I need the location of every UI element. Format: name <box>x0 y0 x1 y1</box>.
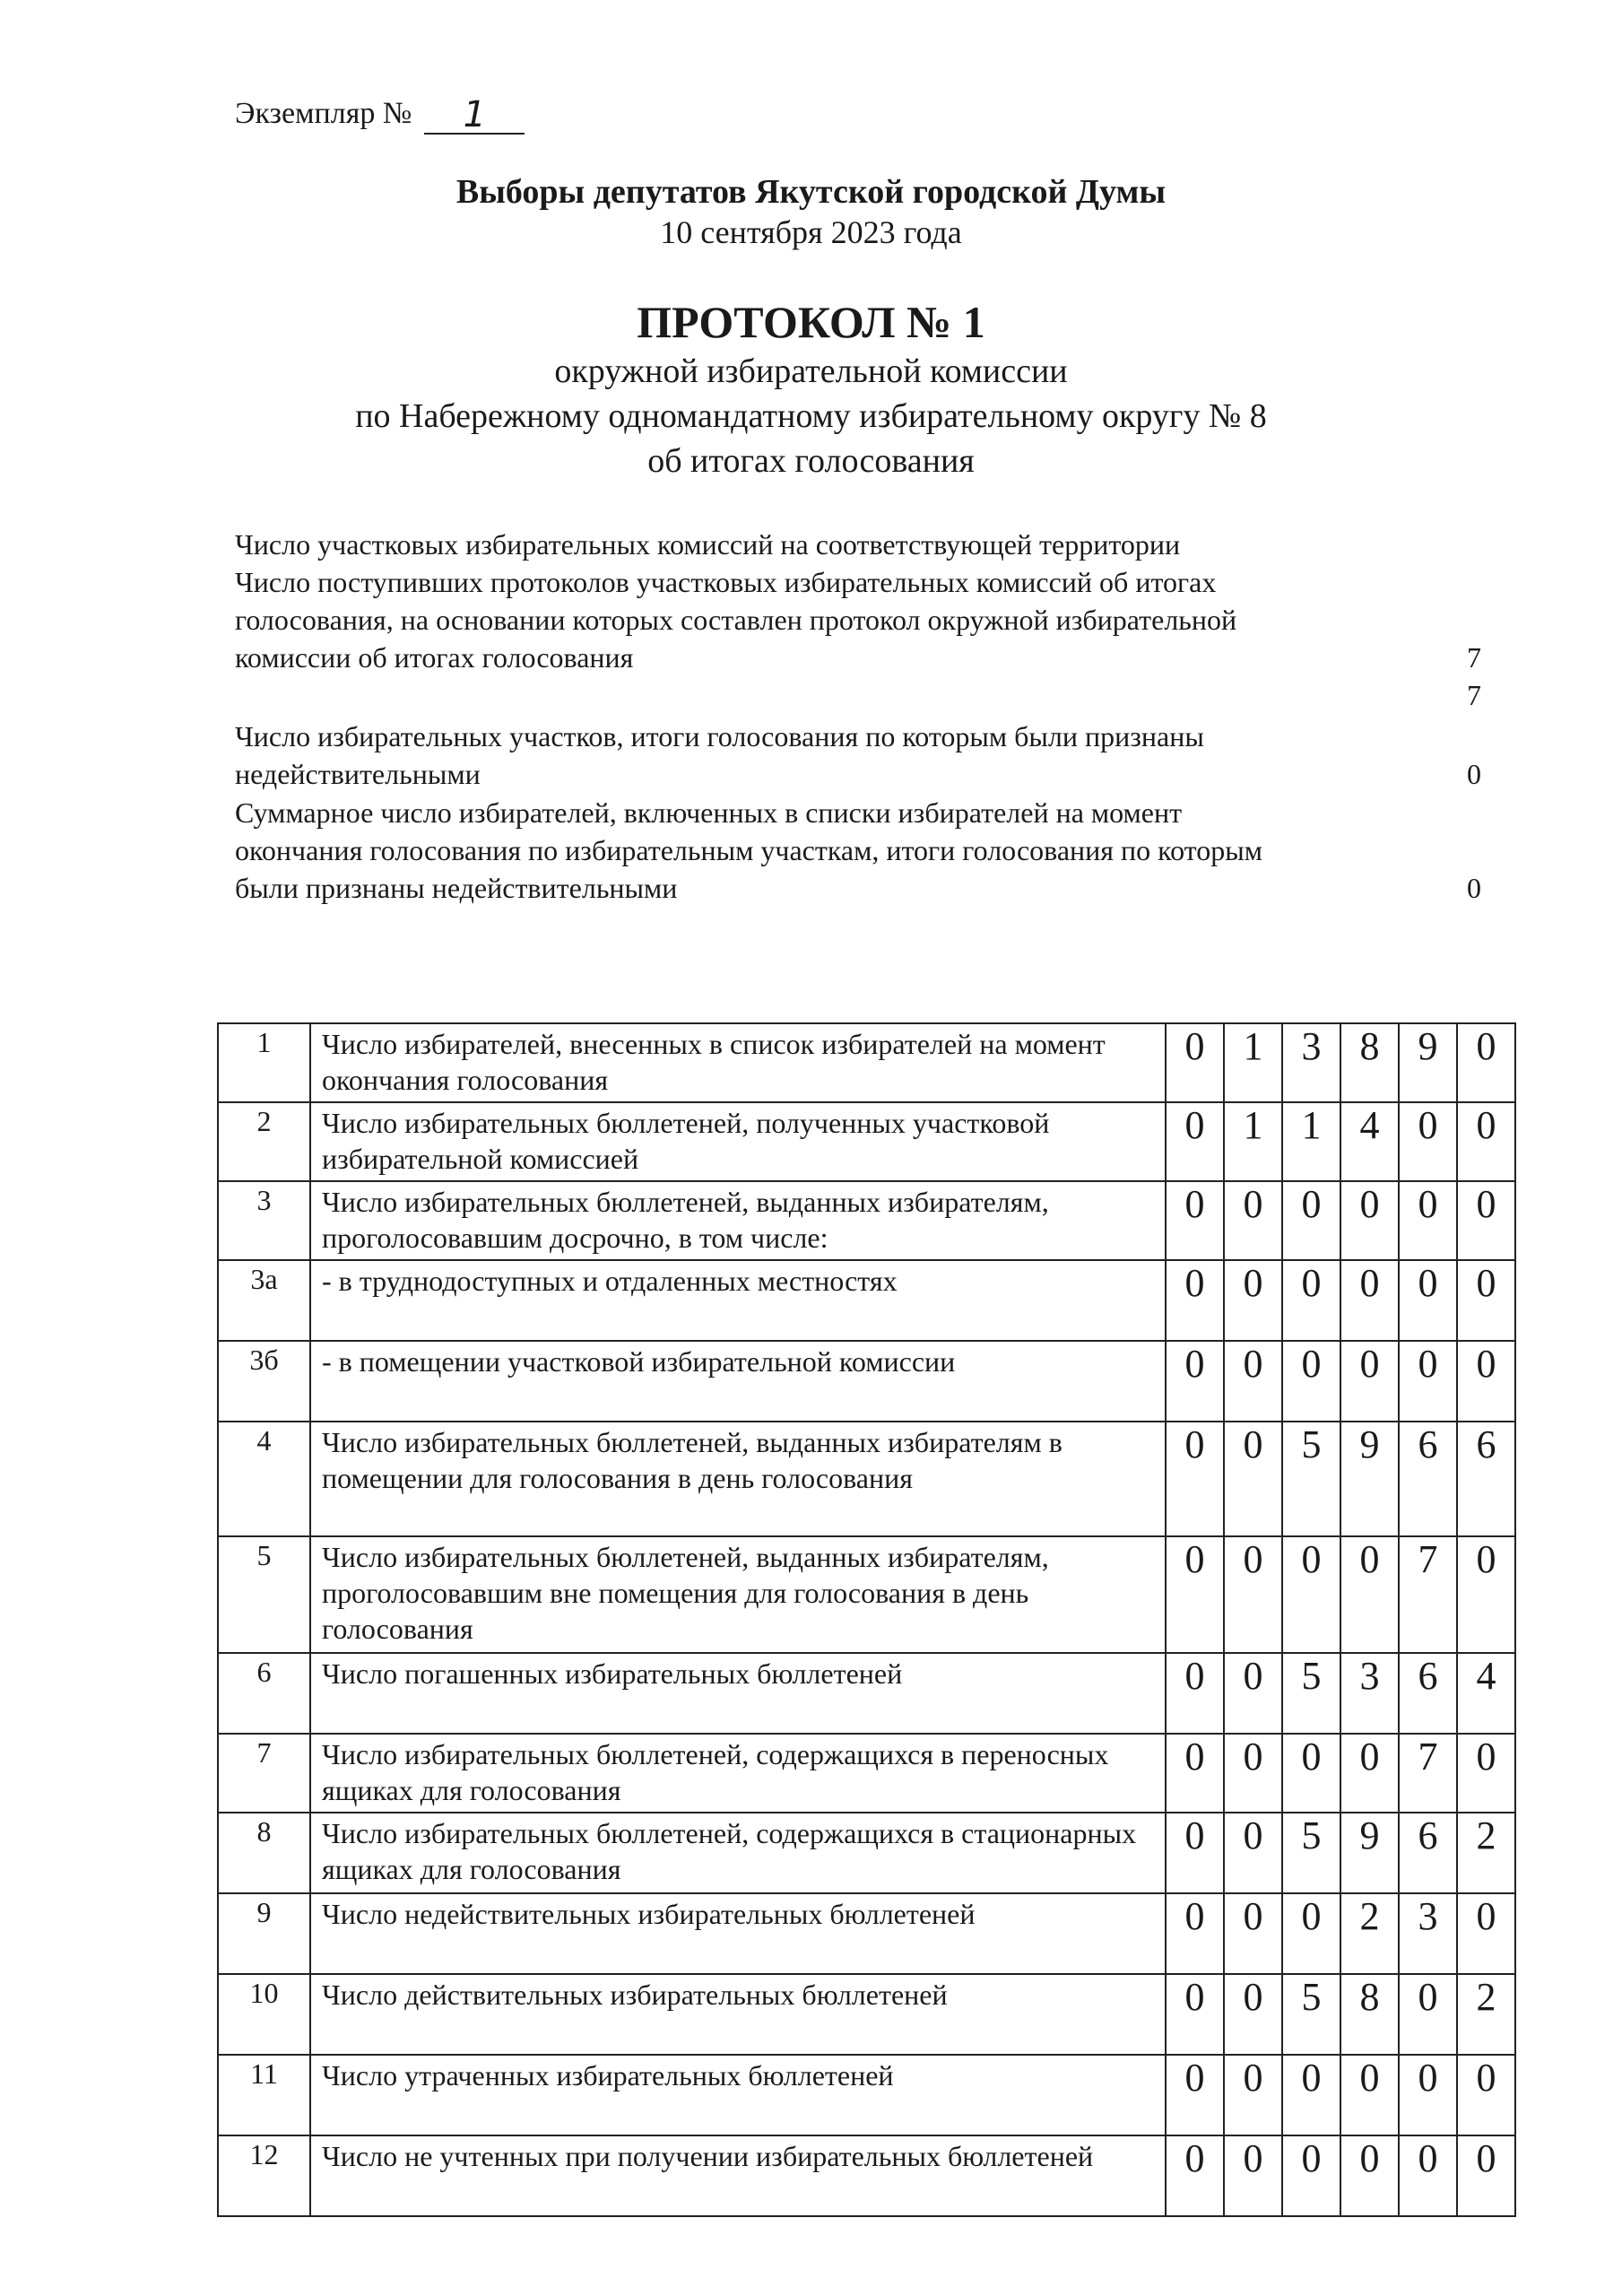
info-label: окончания голосования по избирательным участкам, итоги голосования по которым <box>235 834 1262 866</box>
info-label: Число участковых избирательных комиссий на соответствующей территории <box>235 528 1181 561</box>
digit-cell: 0 <box>1457 1734 1515 1813</box>
digit-cell: 1 <box>1224 1023 1282 1102</box>
digit-cell: 9 <box>1399 1023 1457 1102</box>
digit-cell: 0 <box>1166 1422 1224 1536</box>
digit-cell: 2 <box>1340 1893 1399 1974</box>
protocol-title: ПРОТОКОЛ № 1 <box>637 297 985 347</box>
digit-cell: 0 <box>1457 1893 1515 1974</box>
info-invalid-voters <box>235 794 1499 907</box>
elections-title: Выборы депутатов Якутской городской Думы <box>455 173 1167 211</box>
digit-cell: 0 <box>1340 1536 1399 1653</box>
info-commissions-count <box>235 526 1499 563</box>
table-row <box>218 2055 1515 2135</box>
row-number: 11 <box>218 2055 310 2135</box>
digit-cell: 3 <box>1282 1023 1340 1102</box>
digit-cell: 5 <box>1282 1813 1340 1893</box>
digit-cell: 0 <box>1399 2055 1457 2135</box>
digit-cell: 0 <box>1224 1422 1282 1536</box>
row-number: 3 <box>218 1181 310 1260</box>
protocol-subtitle-district: по Набережному одномандатному избирательному округу № 8 <box>355 397 1267 435</box>
digit-cell: 0 <box>1282 2135 1340 2216</box>
digit-cell: 9 <box>1340 1813 1399 1893</box>
digit-cell: 0 <box>1340 1181 1399 1260</box>
protocol-subtitle-commission: окружной избирательной комиссии <box>554 352 1068 390</box>
digit-cell: 0 <box>1282 1893 1340 1974</box>
protocol-results-table <box>217 1022 1516 2217</box>
digit-cell: 0 <box>1399 1102 1457 1181</box>
digit-cell: 0 <box>1166 1341 1224 1422</box>
row-number: 9 <box>218 1893 310 1974</box>
row-description: Число избирательных бюллетеней, содержащихся в переносных ящиках для голосования <box>310 1734 1166 1813</box>
digit-cell: 0 <box>1224 2135 1282 2216</box>
row-description: Число избирательных бюллетеней, выданных избирателям, проголосовавшим вне помещения для голосования в день голосования <box>310 1536 1166 1653</box>
digit-cell: 0 <box>1457 2135 1515 2216</box>
info-invalid-precincts-value: 0 <box>1467 758 1481 790</box>
table-row <box>218 1734 1515 1813</box>
row-description: Число избирательных бюллетеней, полученных участковой избирательной комиссией <box>310 1102 1166 1181</box>
digit-cell: 6 <box>1399 1813 1457 1893</box>
digit-cell: 0 <box>1282 1341 1340 1422</box>
digit-cell: 0 <box>1224 1653 1282 1734</box>
info-label: комиссии об итогах голосования <box>235 641 634 674</box>
digit-cell: 1 <box>1224 1102 1282 1181</box>
digit-cell: 0 <box>1399 1341 1457 1422</box>
info-received-protocols-value: 7 <box>1467 679 1481 711</box>
table-row <box>218 2135 1515 2216</box>
info-invalid-voters-value: 0 <box>1467 872 1481 904</box>
digit-cell: 0 <box>1399 1181 1457 1260</box>
digit-cell: 5 <box>1282 1974 1340 2055</box>
digit-cell: 0 <box>1224 1341 1282 1422</box>
info-label: Суммарное число избирателей, включенных в списки избирателей на момент <box>235 796 1183 829</box>
digit-cell: 0 <box>1224 1734 1282 1813</box>
digit-cell: 0 <box>1224 1260 1282 1341</box>
digit-cell: 0 <box>1166 1023 1224 1102</box>
digit-cell: 0 <box>1166 2135 1224 2216</box>
digit-cell: 0 <box>1399 2135 1457 2216</box>
digit-cell: 6 <box>1457 1422 1515 1536</box>
digit-cell: 0 <box>1457 1023 1515 1102</box>
digit-cell: 0 <box>1340 1260 1399 1341</box>
digit-cell: 5 <box>1282 1422 1340 1536</box>
table-row <box>218 1181 1515 1260</box>
digit-cell: 3 <box>1399 1893 1457 1974</box>
digit-cell: 0 <box>1166 1181 1224 1260</box>
digit-cell: 4 <box>1457 1653 1515 1734</box>
digit-cell: 0 <box>1282 1181 1340 1260</box>
table-row <box>218 1536 1515 1653</box>
digit-cell: 0 <box>1224 1974 1282 2055</box>
digit-cell: 0 <box>1166 1734 1224 1813</box>
digit-cell: 0 <box>1166 1893 1224 1974</box>
digit-cell: 0 <box>1166 1974 1224 2055</box>
digit-cell: 0 <box>1224 1181 1282 1260</box>
info-commissions-count-value: 7 <box>1467 641 1481 674</box>
digit-cell: 0 <box>1224 1813 1282 1893</box>
row-number: 12 <box>218 2135 310 2216</box>
info-label: Число избирательных участков, итоги голосования по которым были признаны <box>235 720 1204 752</box>
digit-cell: 2 <box>1457 1974 1515 2055</box>
table-row <box>218 1260 1515 1341</box>
row-description: - в труднодоступных и отдаленных местностях <box>310 1260 1166 1341</box>
protocol-subtitle-results: об итогах голосования <box>647 442 975 480</box>
digit-cell: 0 <box>1224 2055 1282 2135</box>
row-description: Число избирательных бюллетеней, выданных избирателям в помещении для голосования в день голосования <box>310 1422 1166 1536</box>
digit-cell: 4 <box>1340 1102 1399 1181</box>
row-description: - в помещении участковой избирательной комиссии <box>310 1341 1166 1422</box>
digit-cell: 0 <box>1282 2055 1340 2135</box>
info-label: голосования, на основании которых составлен протокол окружной избирательной <box>235 604 1237 636</box>
row-number: 10 <box>218 1974 310 2055</box>
digit-cell: 6 <box>1399 1422 1457 1536</box>
digit-cell: 8 <box>1340 1023 1399 1102</box>
row-number: 2 <box>218 1102 310 1181</box>
copy-label: Экземпляр № <box>235 97 412 130</box>
digit-cell: 0 <box>1224 1893 1282 1974</box>
digit-cell: 0 <box>1166 1813 1224 1893</box>
digit-cell: 9 <box>1340 1422 1399 1536</box>
info-received-protocols <box>235 563 1499 711</box>
digit-cell: 2 <box>1457 1813 1515 1893</box>
info-invalid-precincts <box>235 718 1499 793</box>
info-label: недействительными <box>235 758 481 790</box>
row-number: 1 <box>218 1023 310 1102</box>
info-label: Число поступивших протоколов участковых избирательных комиссий об итогах <box>235 566 1217 598</box>
digit-cell: 1 <box>1282 1102 1340 1181</box>
table-row <box>218 1893 1515 1974</box>
digit-cell: 0 <box>1340 1341 1399 1422</box>
row-description: Число недействительных избирательных бюллетеней <box>310 1893 1166 1974</box>
digit-cell: 0 <box>1224 1536 1282 1653</box>
row-number: 8 <box>218 1813 310 1893</box>
table-row <box>218 1341 1515 1422</box>
digit-cell: 0 <box>1166 1102 1224 1181</box>
digit-cell: 0 <box>1457 1536 1515 1653</box>
copy-number-line <box>235 94 525 135</box>
digit-cell: 0 <box>1166 1260 1224 1341</box>
digit-cell: 0 <box>1166 2055 1224 2135</box>
row-number: 3б <box>218 1341 310 1422</box>
row-number: 7 <box>218 1734 310 1813</box>
row-description: Число погашенных избирательных бюллетеней <box>310 1653 1166 1734</box>
row-description: Число действительных избирательных бюллетеней <box>310 1974 1166 2055</box>
row-description: Число утраченных избирательных бюллетеней <box>310 2055 1166 2135</box>
digit-cell: 0 <box>1340 2135 1399 2216</box>
digit-cell: 5 <box>1282 1653 1340 1734</box>
digit-cell: 6 <box>1399 1653 1457 1734</box>
row-number: 5 <box>218 1536 310 1653</box>
info-label: были признаны недействительными <box>235 872 678 904</box>
table-row <box>218 1023 1515 1102</box>
digit-cell: 0 <box>1282 1536 1340 1653</box>
digit-cell: 0 <box>1282 1734 1340 1813</box>
copy-number: 1 <box>424 97 525 135</box>
row-description: Число не учтенных при получении избирательных бюллетеней <box>310 2135 1166 2216</box>
digit-cell: 0 <box>1457 1341 1515 1422</box>
digit-cell: 0 <box>1166 1653 1224 1734</box>
row-number: 4 <box>218 1422 310 1536</box>
digit-cell: 7 <box>1399 1734 1457 1813</box>
digit-cell: 0 <box>1340 1734 1399 1813</box>
digit-cell: 0 <box>1457 1102 1515 1181</box>
table-row <box>218 1422 1515 1536</box>
table-row <box>218 1653 1515 1734</box>
row-number: 3а <box>218 1260 310 1341</box>
row-description: Число избирательных бюллетеней, содержащихся в стационарных ящиках для голосования <box>310 1813 1166 1893</box>
table-row <box>218 1102 1515 1181</box>
row-description: Число избирателей, внесенных в список избирателей на момент окончания голосования <box>310 1023 1166 1102</box>
digit-cell: 7 <box>1399 1536 1457 1653</box>
digit-cell: 0 <box>1282 1260 1340 1341</box>
digit-cell: 0 <box>1457 2055 1515 2135</box>
digit-cell: 8 <box>1340 1974 1399 2055</box>
digit-cell: 0 <box>1457 1260 1515 1341</box>
row-number: 6 <box>218 1653 310 1734</box>
table-row <box>218 1813 1515 1893</box>
digit-cell: 0 <box>1457 1181 1515 1260</box>
digit-cell: 0 <box>1399 1260 1457 1341</box>
row-description: Число избирательных бюллетеней, выданных избирателям, проголосовавшим досрочно, в том числе: <box>310 1181 1166 1260</box>
digit-cell: 0 <box>1340 2055 1399 2135</box>
digit-cell: 0 <box>1399 1974 1457 2055</box>
digit-cell: 0 <box>1166 1536 1224 1653</box>
digit-cell: 3 <box>1340 1653 1399 1734</box>
table-row <box>218 1974 1515 2055</box>
elections-date: 10 сентября 2023 года <box>660 214 962 250</box>
